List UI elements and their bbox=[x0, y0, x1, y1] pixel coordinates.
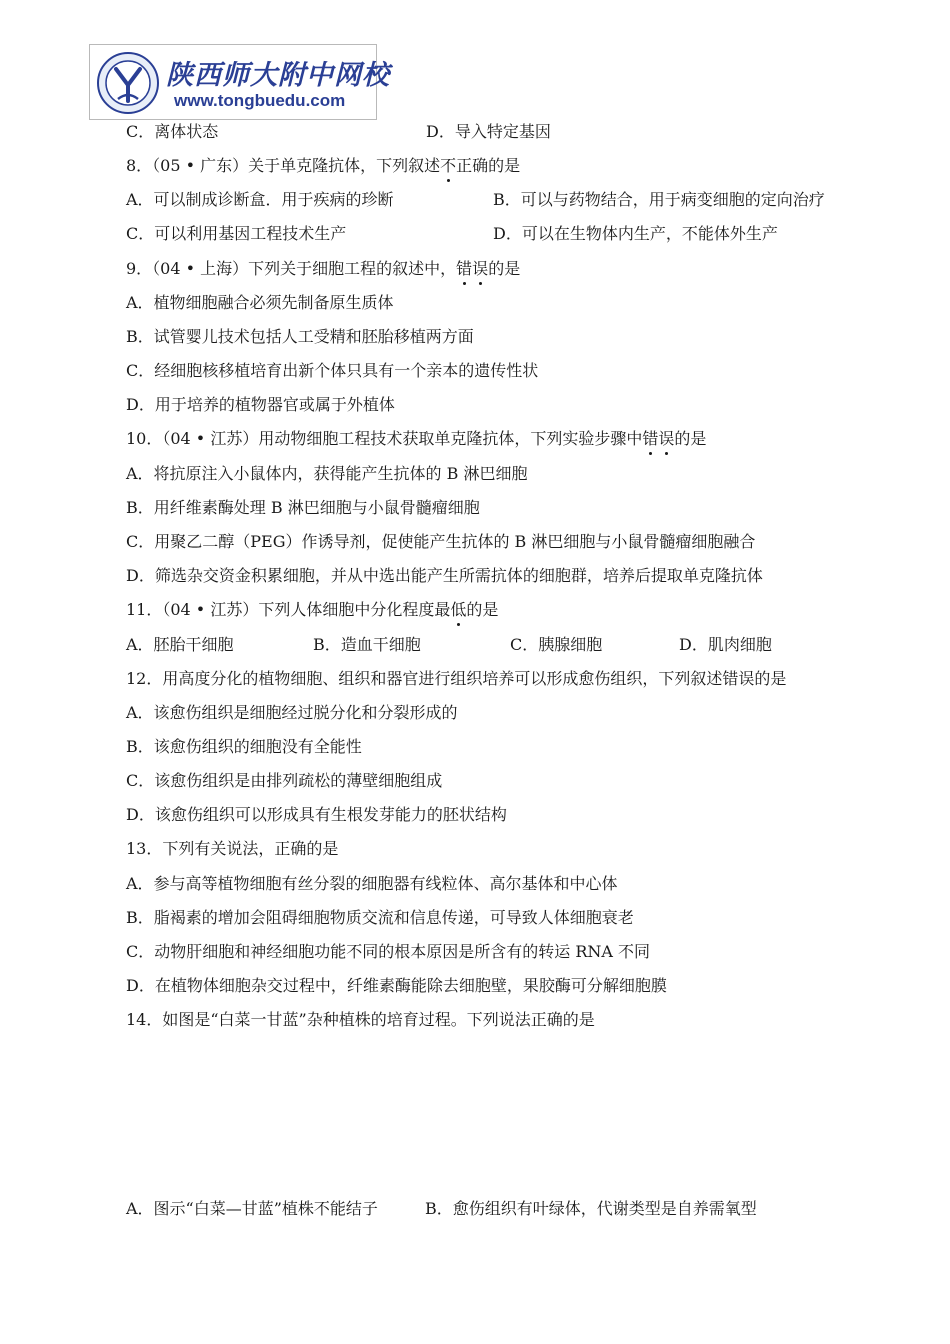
q11-option-c: C．胰腺细胞 bbox=[510, 635, 603, 654]
q11-option-a: A．胚胎干细胞 bbox=[126, 635, 234, 654]
logo-brand-text: 陕西师大附中网校 bbox=[166, 60, 390, 91]
q10-stem-post: 的是 bbox=[674, 429, 707, 448]
q8-option-d: D．可以在生物体内生产，不能体外生产 bbox=[493, 224, 778, 243]
q9-stem-post: 的是 bbox=[488, 259, 521, 278]
q13-option-d: D．在植物体细胞杂交过程中，纤维素酶能除去细胞壁，果胶酶可分解细胞膜 bbox=[126, 976, 667, 995]
q12-option-a: A．该愈伤组织是细胞经过脱分化和分裂形成的 bbox=[126, 703, 458, 722]
q8-stem-pre: 8．（05 • 广东）关于单克隆抗体，下列叙述 bbox=[126, 156, 441, 175]
q14-option-b: B．愈伤组织有叶绿体，代谢类型是自养需氧型 bbox=[425, 1199, 757, 1218]
q10-stem-emphasis-2: 误 bbox=[658, 429, 675, 448]
school-emblem-icon bbox=[96, 51, 160, 115]
q8-stem bbox=[126, 156, 520, 176]
q7-option-d: D．导入特定基因 bbox=[426, 122, 551, 141]
q12-option-d: D．该愈伤组织可以形成具有生根发芽能力的胚状结构 bbox=[126, 805, 507, 824]
q14-option-a: A．图示“白菜—甘蓝”植株不能结子 bbox=[126, 1199, 378, 1218]
q8-stem-emphasis: 不 bbox=[440, 156, 457, 175]
q14-stem: 14．如图是“白菜一甘蓝”杂种植株的培育过程。下列说法正确的是 bbox=[126, 1010, 595, 1029]
school-logo bbox=[89, 44, 390, 120]
q11-stem-emphasis: 低 bbox=[450, 600, 467, 619]
q11-option-b: B．造血干细胞 bbox=[313, 635, 421, 654]
q13-option-a: A．参与高等植物细胞有丝分裂的细胞器有线粒体、高尔基体和中心体 bbox=[126, 874, 618, 893]
q9-option-d: D．用于培养的植物器官或属于外植体 bbox=[126, 395, 395, 414]
q10-stem-pre: 10．（04 • 江苏）用动物细胞工程技术获取单克隆抗体，下列实验步骤中 bbox=[126, 429, 643, 448]
q8-option-c: C．可以利用基因工程技术生产 bbox=[126, 224, 347, 243]
q13-option-c: C．动物肝细胞和神经细胞功能不同的根本原因是所含有的转运 RNA 不同 bbox=[126, 942, 651, 961]
q11-stem-pre: 11．（04 • 江苏）下列人体细胞中分化程度最 bbox=[126, 600, 451, 619]
q13-option-b: B．脂褐素的增加会阻碍细胞物质交流和信息传递，可导致人体细胞衰老 bbox=[126, 908, 634, 927]
q9-stem-emphasis-2: 误 bbox=[472, 259, 489, 278]
q9-option-a: A．植物细胞融合必须先制备原生质体 bbox=[126, 293, 394, 312]
q10-stem-emphasis-1: 错 bbox=[642, 429, 659, 448]
q8-stem-post: 正确的是 bbox=[456, 156, 521, 175]
q12-stem: 12．用高度分化的植物细胞、组织和器官进行组织培养可以形成愈伤组织，下列叙述错误的是 bbox=[126, 669, 787, 688]
q11-stem bbox=[126, 600, 498, 620]
q8-option-a: A．可以制成诊断盒．用于疾病的珍断 bbox=[126, 190, 394, 209]
q9-stem bbox=[126, 259, 520, 279]
q9-option-c: C．经细胞核移植培育出新个体只具有一个亲本的遗传性状 bbox=[126, 361, 539, 380]
q13-stem: 13．下列有关说法，正确的是 bbox=[126, 839, 339, 858]
q8-option-b: B．可以与药物结合，用于病变细胞的定向治疗 bbox=[493, 190, 825, 209]
q9-stem-emphasis-1: 错 bbox=[456, 259, 473, 278]
q7-option-c: C．离体状态 bbox=[126, 122, 219, 141]
q11-option-d: D．肌肉细胞 bbox=[679, 635, 772, 654]
logo-url-text: www.tongbuedu.com bbox=[174, 91, 346, 110]
q10-option-b: B．用纤维素酶处理 B 淋巴细胞与小鼠骨髓瘤细胞 bbox=[126, 498, 480, 517]
q10-option-d: D．筛选杂交资金积累细胞，并从中选出能产生所需抗体的细胞群，培养后提取单克隆抗体 bbox=[126, 566, 763, 585]
q11-stem-post: 的是 bbox=[466, 600, 499, 619]
q12-option-b: B．该愈伤组织的细胞没有全能性 bbox=[126, 737, 362, 756]
q9-stem-pre: 9．（04 • 上海）下列关于细胞工程的叙述中， bbox=[126, 259, 457, 278]
q10-option-a: A．将抗原注入小鼠体内，获得能产生抗体的 B 淋巴细胞 bbox=[126, 464, 528, 483]
q9-option-b: B．试管婴儿技术包括人工受精和胚胎移植两方面 bbox=[126, 327, 474, 346]
q12-option-c: C．该愈伤组织是由排列疏松的薄壁细胞组成 bbox=[126, 771, 443, 790]
q10-stem bbox=[126, 429, 706, 449]
q10-option-c: C．用聚乙二醇（PEG）作诱导剂，促使能产生抗体的 B 淋巴细胞与小鼠骨髓瘤细胞融合 bbox=[126, 532, 756, 551]
